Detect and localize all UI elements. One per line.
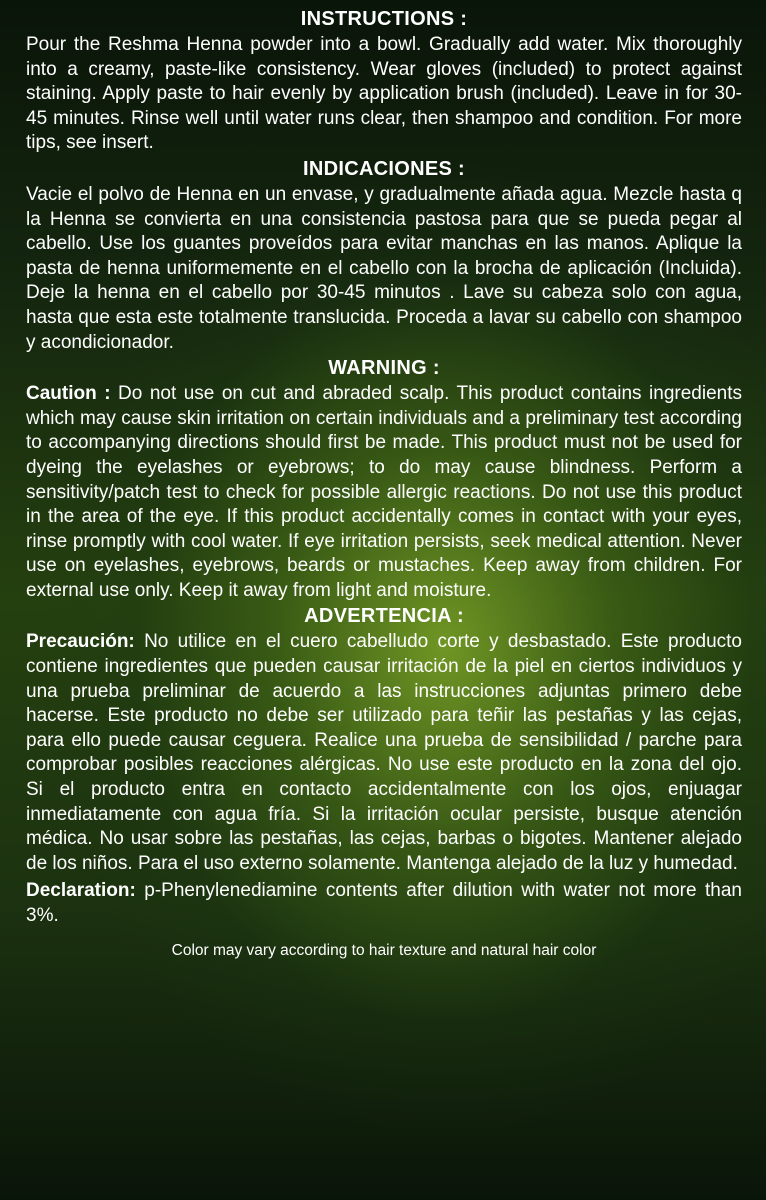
precaucion-label: Precaución: bbox=[26, 631, 135, 653]
warning-heading: WARNING : bbox=[328, 357, 440, 380]
indicaciones-heading: INDICACIONES : bbox=[303, 157, 465, 180]
declaration-label: Declaration: bbox=[26, 880, 136, 902]
instructions-heading: INSTRUCTIONS : bbox=[300, 8, 468, 30]
advertencia-heading: ADVERTENCIA : bbox=[304, 605, 464, 628]
precaucion-body: No utilice en el cuero cabelludo corte y desbastado. Este producto contiene ingredientes que pueden causar irritación de la piel en ciertos individuos y una prueba preliminar de acuerdo a las instrucciones adjuntas primero debe hacerse. Este producto no debe ser utilizado para teñir las pestañas y las cejas, para ello puede causar ceguera. Realice una prueba de sensibilidad / parche para comprobar posibles reacciones alérgicas. No use este producto en la zona del ojo. Si el producto entra en contacto accidentalmente con los ojos, enjuagar inmediatamente con agua fría. Si la irritación ocular persiste, busque atención médica. No usar sobre las pestañas, las cejas, barbas o bigotes. Mantener alejado de los niños. Para el uso externo solamente. Mantenga alejado de la luz y humedad. bbox=[26, 631, 742, 874]
color-disclaimer: Color may vary according to hair texture and natural hair color bbox=[171, 941, 597, 959]
advertencia-text bbox=[26, 630, 742, 876]
caution-label: Caution : bbox=[26, 383, 111, 405]
indicaciones-text: Vacie el polvo de Henna en un envase, y gradualmente añada agua. Mezcle hasta q la Henna se convierta en una consistencia pastosa para que se pueda pegar al cabello. Use los guantes proveídos para evitar manchas en las manos. Aplique la pasta de henna uniformemente en el cabello con la brocha de aplicación (Incluida). Deje la henna en el cabello por 30-45 minutos . Lave su cabeza solo con agua, hasta que esta este totalmente translucida. Proceda a lavar su cabello con shampoo y acondicionador. bbox=[26, 183, 742, 353]
warning-text bbox=[26, 382, 742, 603]
caution-body: Do not use on cut and abraded scalp. This product contains ingredients which may cause skin irritation on certain individuals and a preliminary test according to accompanying directions should first be made. This product must not be used for dyeing the eyelashes or eyebrows; to do may cause blindness. Perform a sensitivity/patch test to check for possible allergic reactions. Do not use this product in the area of the eye. If this product accidentally comes in contact with your eyes, rinse promptly with cool water. If eye irritation persists, seek medical attention. Never use on eyelashes, eyebrows, beards or mustaches. Keep away from children. For external use only. Keep it away from light and moisture. bbox=[26, 383, 742, 601]
instructions-text: Pour the Reshma Henna powder into a bowl. Gradually add water. Mix thoroughly into a creamy, paste-like consistency. Wear gloves (included) to protect against staining. Apply paste to hair evenly by application brush (included). Leave in for 30-45 minutes. Rinse well until water runs clear, then shampoo and condition. For more tips, see insert. bbox=[26, 34, 742, 154]
declaration-text bbox=[26, 879, 742, 928]
declaration-body: p-Phenylenediamine contents after dilution with water not more than 3%. bbox=[26, 880, 742, 926]
